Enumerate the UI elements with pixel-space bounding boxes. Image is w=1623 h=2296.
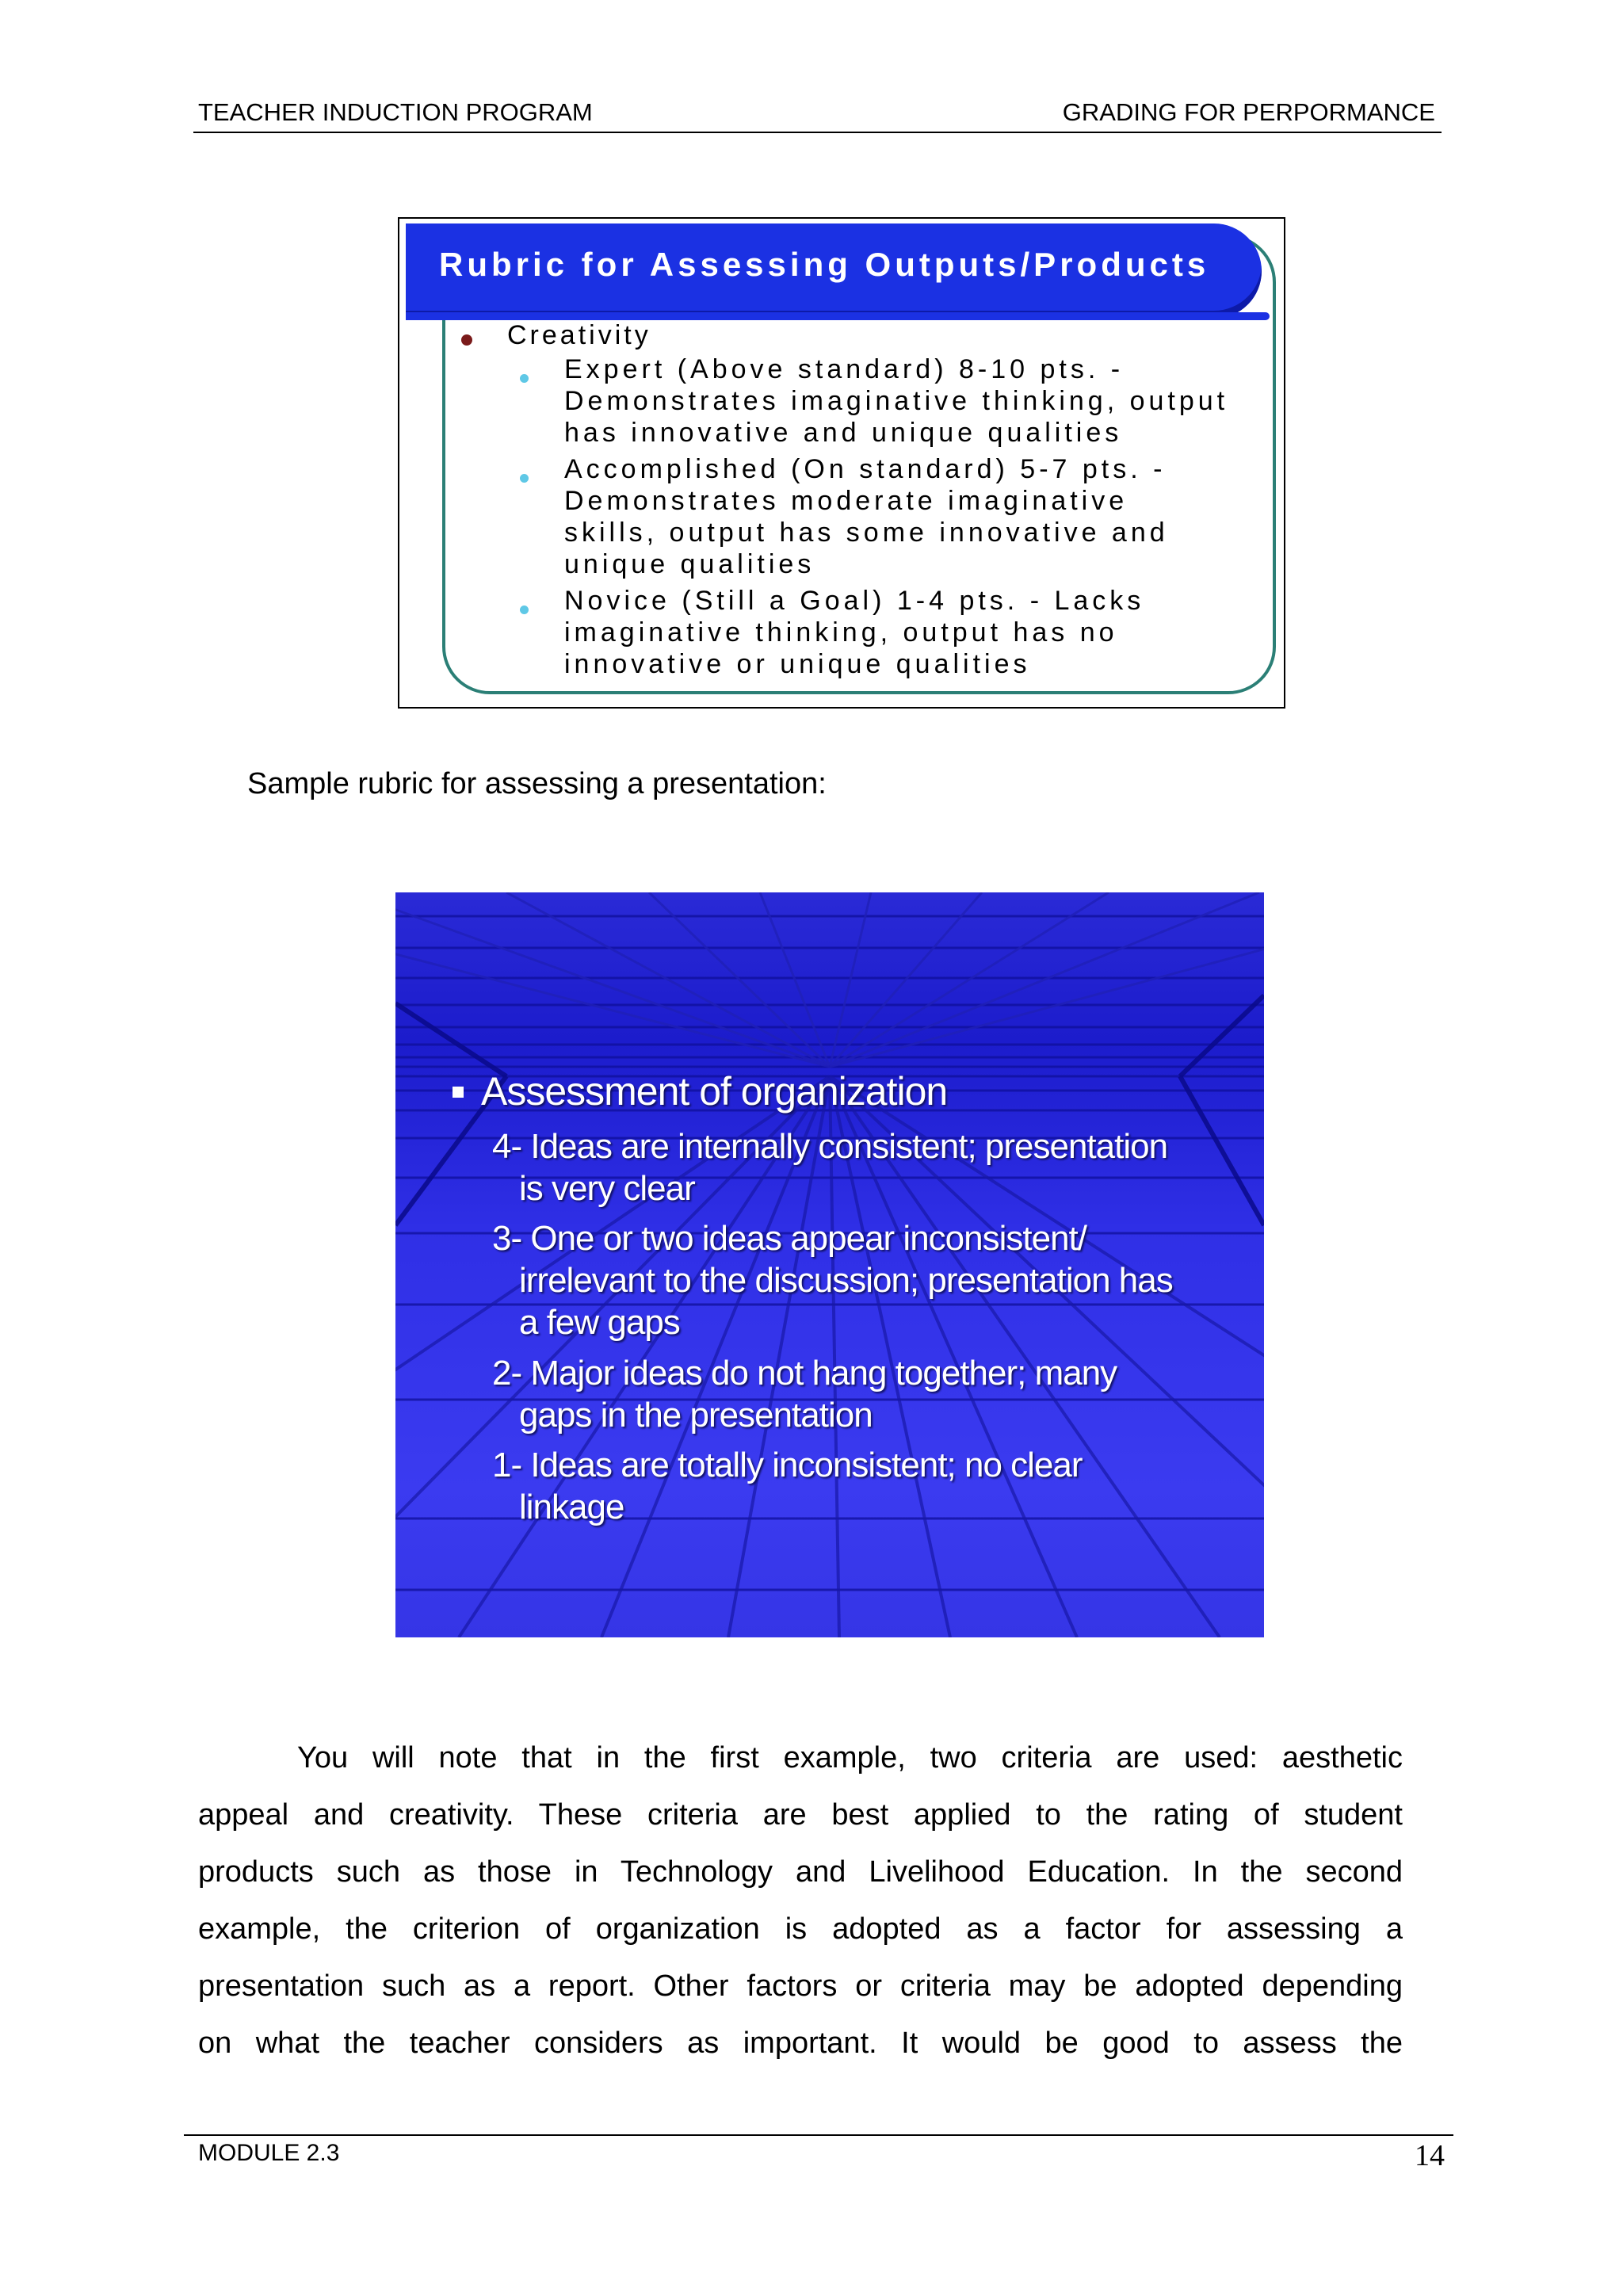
score-level-3 [492,1217,1173,1343]
rubric-slide-outputs [398,217,1285,709]
score-line: 3- One or two ideas appear inconsistent/ [492,1219,1087,1258]
score-level-2 [492,1352,1117,1436]
score-level-1 [492,1444,1083,1528]
paragraph-line: appeal and creativity. These criteria are best applied to the rating of student [198,1798,1403,1832]
rubric-line: skills, output has some innovative and [564,518,1169,548]
score-level-4 [492,1125,1167,1209]
score-line: 1- Ideas are totally inconsistent; no clear [492,1446,1083,1484]
sub-bullet-icon [520,374,529,383]
paragraph-line: You will note that in the first example, two criteria are used: aesthetic [297,1741,1403,1775]
rubric-line: Accomplished (On standard) 5-7 pts. - [564,454,1167,484]
slide-title-underline [406,312,1270,320]
sub-bullet-icon [520,474,529,483]
rubric-level-expert [564,353,1228,449]
paragraph-line: products such as those in Technology and Livelihood Education. In the second [198,1855,1403,1889]
page-number: 14 [1415,2139,1445,2172]
rubric-line: has innovative and unique qualities [564,418,1123,448]
header-rule [193,132,1442,133]
score-line: a few gaps [519,1303,680,1342]
score-line: linkage [519,1488,624,1526]
sub-bullet-icon [520,606,529,614]
criterion-label: Creativity [507,320,651,350]
footer-rule [184,2134,1453,2136]
paragraph-line: on what the teacher considers as important. It would be good to assess the [198,2027,1403,2060]
rubric-line: Novice (Still a Goal) 1-4 pts. - Lacks [564,586,1145,616]
paragraph-line: example, the criterion of organization is adopted as a factor for assessing a [198,1912,1403,1946]
rubric-line: Expert (Above standard) 8-10 pts. - [564,354,1125,384]
running-header-right: GRADING FOR PERPORMANCE [1062,98,1435,126]
rubric-level-accomplished [564,453,1169,580]
score-line: 4- Ideas are internally consistent; presentation [492,1127,1168,1166]
score-line: is very clear [519,1169,695,1208]
slide-title: Rubric for Assessing Outputs/Products [439,246,1210,283]
rubric-line: unique qualities [564,549,815,579]
score-line: 2- Major ideas do not hang together; many [492,1354,1117,1392]
rubric-line: Demonstrates imaginative thinking, output [564,386,1229,416]
running-header-left: TEACHER INDUCTION PROGRAM [198,98,593,126]
module-label: MODULE 2.3 [198,2140,340,2166]
rubric-slide-presentation [395,892,1264,1637]
bullet-icon [461,334,472,346]
score-line: gaps in the presentation [519,1396,873,1435]
score-line: irrelevant to the discussion; presentation has [519,1261,1173,1300]
square-bullet-icon [453,1087,464,1098]
slide-content [395,892,1264,1637]
slide-caption: Sample rubric for assessing a presentation: [247,767,827,800]
paragraph-line: presentation such as a report. Other factors or criteria may be adopted depending [198,1969,1403,2003]
rubric-line: imaginative thinking, output has no [564,617,1118,648]
rubric-line: Demonstrates moderate imaginative [564,486,1128,516]
slide-heading: Assessment of organization [481,1069,948,1114]
rubric-level-novice [564,585,1144,680]
rubric-line: innovative or unique qualities [564,649,1031,679]
